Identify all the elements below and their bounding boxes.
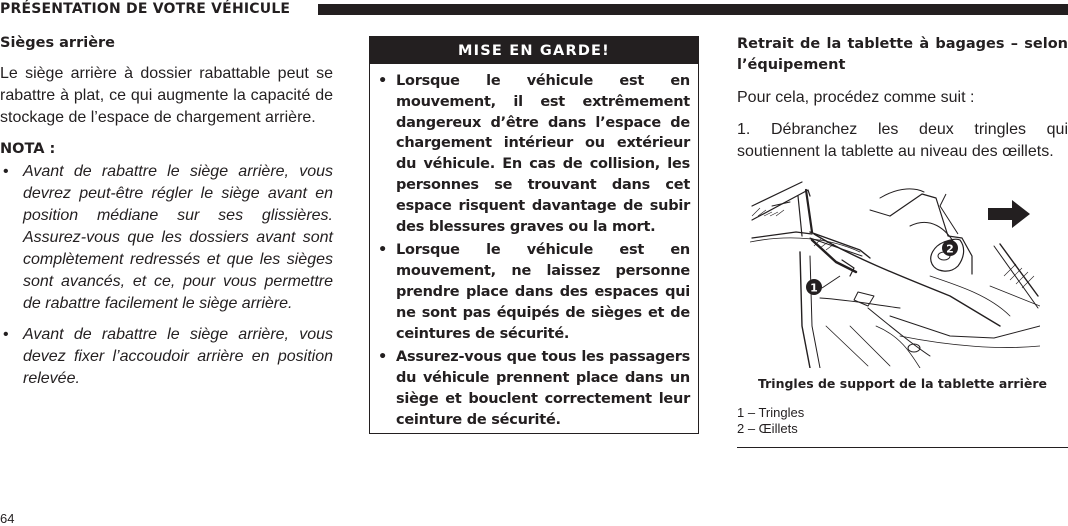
bullet-icon: • — [3, 326, 9, 343]
warning-box — [369, 36, 699, 434]
bullet-icon: • — [378, 73, 388, 89]
warning-text: Lorsque le véhicule est en mouvement, il est extrêmement dangereux d’être dans l’espace de chargement intérieur ou extérieur du véhicule. En cas de collision, les personnes se trouvant dans cet espace risquent davantage de subir des blessures graves ou la mort. — [396, 73, 690, 235]
warning-item — [378, 71, 690, 237]
section-title: PRÉSENTATION DE VOTRE VÉHICULE — [0, 0, 298, 18]
bullet-icon: • — [378, 349, 388, 366]
warning-list — [370, 64, 698, 431]
nota-label: NOTA : — [0, 141, 56, 157]
callout-1-label: 1 — [810, 281, 818, 295]
bullet-icon: • — [3, 163, 9, 180]
legend-item-2: 2 – Œillets — [737, 421, 798, 436]
page-header — [0, 0, 1068, 20]
nota-text: Avant de rabattre le siège arrière, vous devez fixer l’accoudoir arrière en position relevée. — [23, 326, 333, 387]
warning-item — [378, 347, 690, 430]
direction-arrow-icon — [988, 200, 1030, 228]
step-1-text: 1. Débranchez les deux tringles qui soutiennent la tablette au niveau des œillets. — [737, 121, 1068, 160]
callout-1 — [806, 279, 822, 295]
nota-item — [0, 324, 333, 390]
figure-bottom-rule — [737, 447, 1068, 448]
page-number: 64 — [0, 511, 15, 526]
bullet-icon: • — [378, 242, 388, 259]
nota-list — [0, 161, 333, 390]
legend-item-1: 1 – Tringles — [737, 405, 805, 420]
callout-2 — [942, 240, 958, 256]
nota-item — [0, 161, 333, 315]
rear-seats-heading: Sièges arrière — [0, 35, 116, 51]
warning-item — [378, 240, 690, 344]
warning-text: Lorsque le véhicule est en mouvement, ne laissez personne prendre place dans des espaces qui ne sont pas équipés de sièges et de ceintures de sécurité. — [396, 242, 690, 342]
nota-text: Avant de rabattre le siège arrière, vous devrez peut-être régler le siège avant en position médiane sur ses glissières. Assurez-vous que les dossiers avant sont complètement redressés et que les sièges sont avancés, et ce, pour vous permettre de rabattre facilement le siège arrière. — [23, 163, 333, 312]
left-column — [0, 34, 333, 399]
header-rule — [318, 4, 1068, 15]
rear-seats-intro: Le siège arrière à dossier rabattable peut se rabattre à plat, ce qui augmente la capacité de stockage de l’espace de chargement arrière. — [0, 65, 333, 126]
figure-legend — [737, 405, 1068, 437]
right-column — [737, 34, 1068, 173]
warning-text: Assurez-vous que tous les passagers du véhicule prennent place dans un siège et bouclent correctement leur ceinture de sécurité. — [396, 349, 690, 428]
cargo-cover-heading: Retrait de la tablette à bagages – selon l’équipement — [737, 36, 1068, 73]
callout-2-label: 2 — [946, 242, 954, 256]
figure-caption: Tringles de support de la tablette arrière — [757, 376, 1047, 391]
cargo-cover-rods-illustration — [750, 176, 1040, 368]
warning-title: MISE EN GARDE! — [370, 37, 698, 64]
cargo-cover-intro: Pour cela, procédez comme suit : — [737, 89, 975, 106]
